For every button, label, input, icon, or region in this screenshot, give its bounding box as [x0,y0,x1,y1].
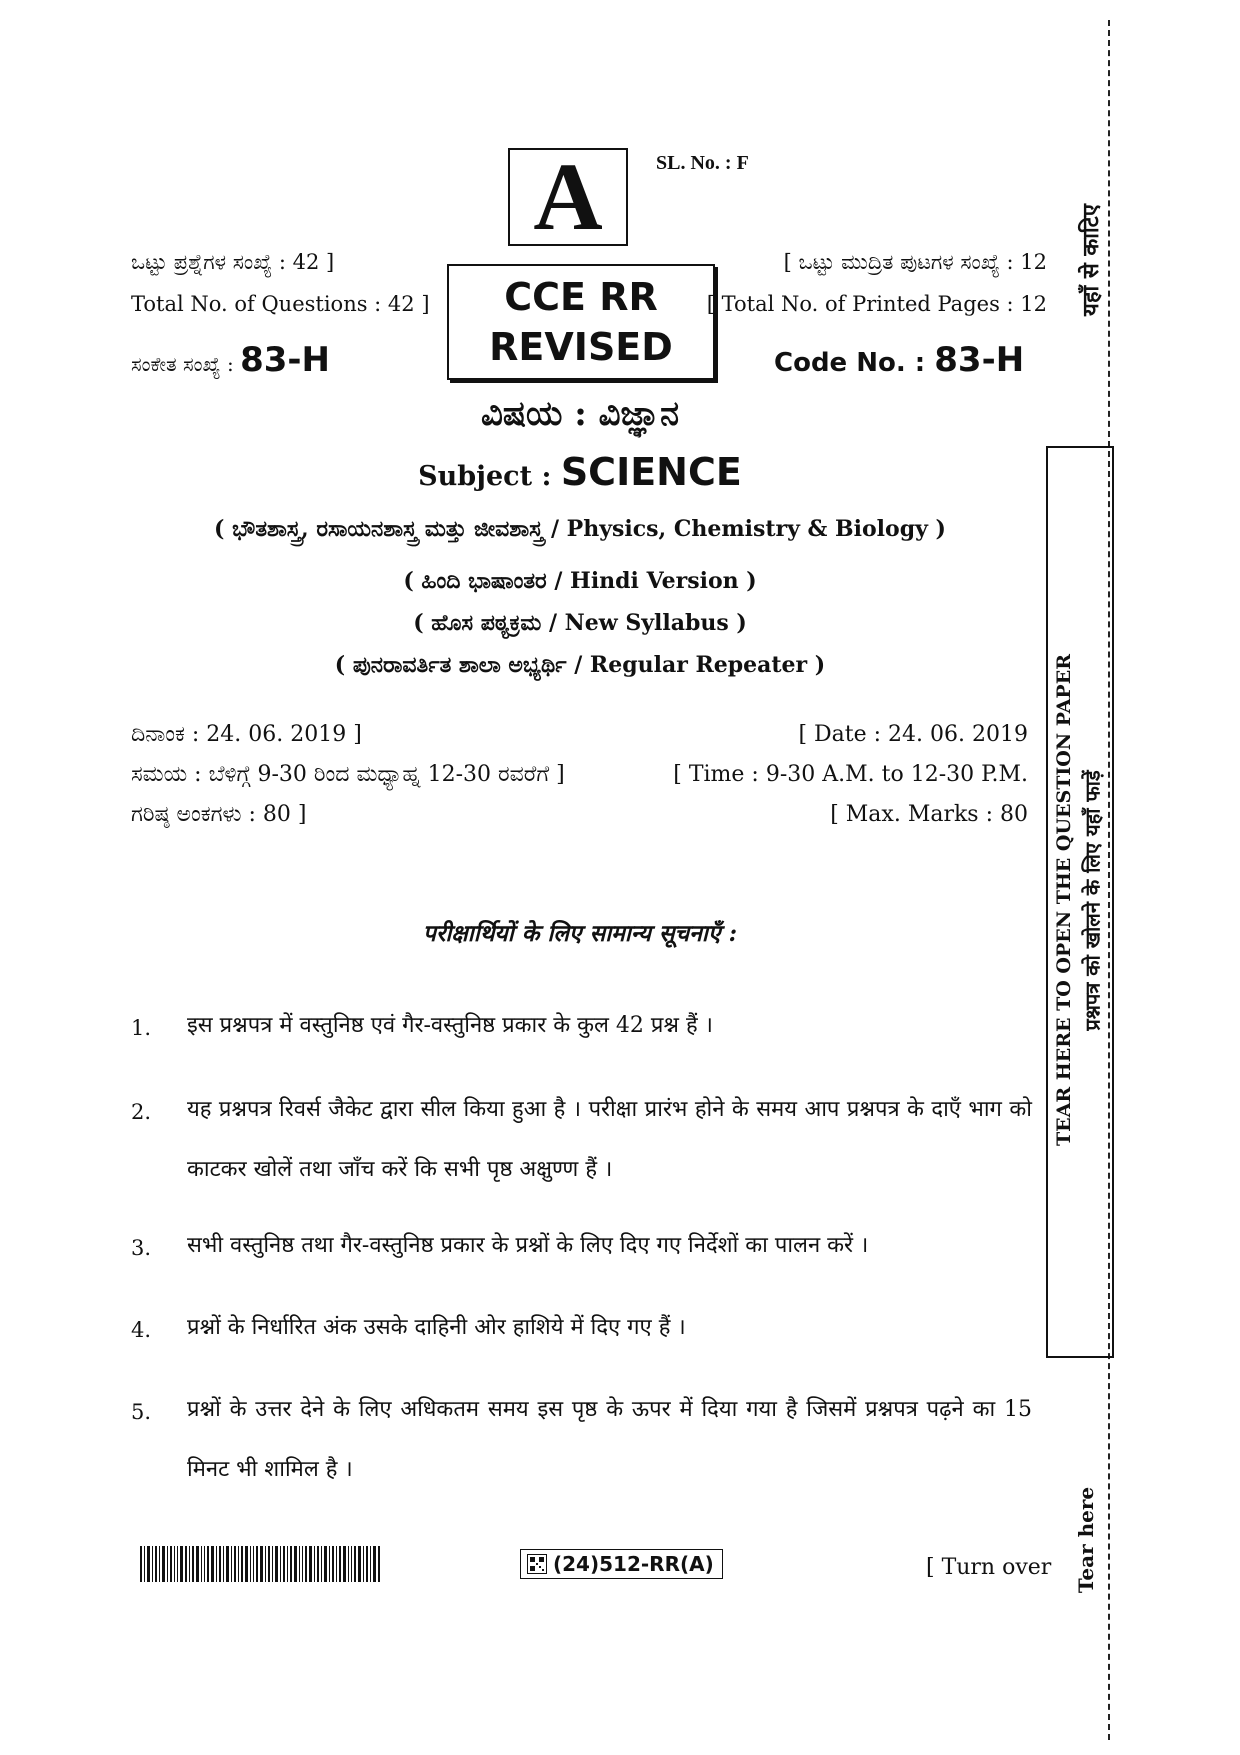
tear-box-english: TEAR HERE TO OPEN THE QUESTION PAPER [1053,654,1075,1146]
instruction-number: 4. [131,1318,152,1342]
tear-bottom-english: Tear here [1074,1486,1098,1594]
candidate-type-line: ( ಪುನರಾವರ್ತಿತ ಶಾಲಾ ಅಭ್ಯರ್ಥಿ / Regular Repeater ) [334,652,826,678]
set-letter-box [508,143,628,250]
cce-line-2: REVISED [489,325,673,369]
qr-code-icon [527,1554,547,1574]
instruction-text: प्रश्नों के उत्तर देने के लिए अधिकतम समय इस पृष्ठ के ऊपर में दिया गया है जिसमें प्रश्नपत्र पढ़ने का 15 मिनट भी शामिल है । [187,1397,1032,1482]
date-kn: ದಿನಾಂಕ : 24. 06. 2019 ] [131,722,362,747]
set-letter: A [533,143,603,250]
subject-english [0,450,1160,494]
subject-branches: ( ಭೌತಶಾಸ್ತ್ರ, ರಸಾಯನಶಾಸ್ತ್ರ ಮತ್ತು ಜೀವಶಾಸ್ತ್ರ / Physics, Chemistry & Biology ) [214,516,946,542]
marks-kn: ಗರಿಷ್ಠ ಅಂಕಗಳು : 80 ] [131,802,307,827]
code-label-kn: ಸಂಕೇತ ಸಂಖ್ಯೆ : [131,352,234,376]
instruction-number: 2. [131,1100,152,1124]
total-questions-kn: ಒಟ್ಟು ಪ್ರಶ್ನೆಗಳ ಸಂಖ್ಯೆ : 42 ] [131,250,335,274]
tear-bottom-wrap [1074,1460,1098,1620]
tear-box-text-wrap [1046,446,1110,1354]
paper-code: (24)512-RR(A) [553,1552,714,1576]
subject-kannada: ವಿಷಯ : ವಿಜ್ಞಾನ [480,394,680,434]
instruction-number: 3. [131,1236,152,1260]
turn-over-label: [ Turn over [926,1555,1052,1580]
tear-box-hindi: प्रश्नपत्र को खोलने के लिए यहाँ फाड़ें [1080,769,1105,1031]
time-en: [ Time : 9-30 A.M. to 12-30 P.M. [673,762,1028,787]
cce-rr-revised-box [447,264,715,380]
subject-label: Subject : [418,461,552,492]
cce-line-1: CCE RR [504,275,658,319]
serial-number: SL. No. : F [656,152,749,174]
tear-top-hindi: यहाँ से काटिए [1078,204,1105,316]
code-label-en: Code No. : [774,348,926,378]
code-value-en: 83-H [934,340,1025,380]
date-en: [ Date : 24. 06. 2019 [798,722,1028,747]
marks-en: [ Max. Marks : 80 [830,802,1028,827]
code-number-en [774,340,1024,380]
printed-pages-en: [ Total No. of Printed Pages : 12 [706,292,1047,316]
instruction-text: इस प्रश्नपत्र में वस्तुनिष्ठ एवं गैर-वस्तुनिष्ठ प्रकार के कुल 42 प्रश्न हैं । [187,1013,713,1038]
subject-name: SCIENCE [560,450,742,494]
time-kn: ಸಮಯ : ಬೆಳಿಗ್ಗೆ 9-30 ರಿಂದ ಮಧ್ಯಾಹ್ನ 12-30 ರವರೆಗೆ ] [131,762,565,787]
instruction-number: 1. [131,1016,152,1040]
instruction-text: यह प्रश्नपत्र रिवर्स जैकेट द्वारा सील किया हुआ है । परीक्षा प्रारंभ होने के समय आप प्रश्नपत्र के दाएँ भाग को काटकर खोलें तथा जाँच करें कि सभी पृष्ठ अक्षुण्ण हैं । [187,1097,1032,1182]
barcode [140,1546,380,1582]
syllabus-line: ( ಹೊಸ ಪಠ್ಯಕ್ರಮ / New Syllabus ) [413,610,747,636]
code-number-kn [131,340,330,380]
tear-top-wrap [1078,160,1105,360]
instructions-title: परीक्षार्थियों के लिए सामान्य सूचनाएँ : [422,920,738,947]
instruction-text: प्रश्नों के निर्धारित अंक उसके दाहिनी ओर हाशिये में दिए गए हैं । [187,1315,686,1340]
total-questions-en: Total No. of Questions : 42 ] [131,292,430,316]
instruction-number: 5. [131,1400,152,1424]
printed-pages-kn: [ ಒಟ್ಟು ಮುದ್ರಿತ ಪುಟಗಳ ಸಂಖ್ಯೆ : 12 [783,250,1047,274]
version-line: ( ಹಿಂದಿ ಭಾಷಾಂತರ / Hindi Version ) [403,568,757,594]
paper-code-box [520,1549,723,1579]
instruction-text: सभी वस्तुनिष्ठ तथा गैर-वस्तुनिष्ठ प्रकार के प्रश्नों के लिए दिए गए निर्देशों का पालन करें । [187,1233,869,1258]
code-value-kn: 83-H [240,340,330,380]
